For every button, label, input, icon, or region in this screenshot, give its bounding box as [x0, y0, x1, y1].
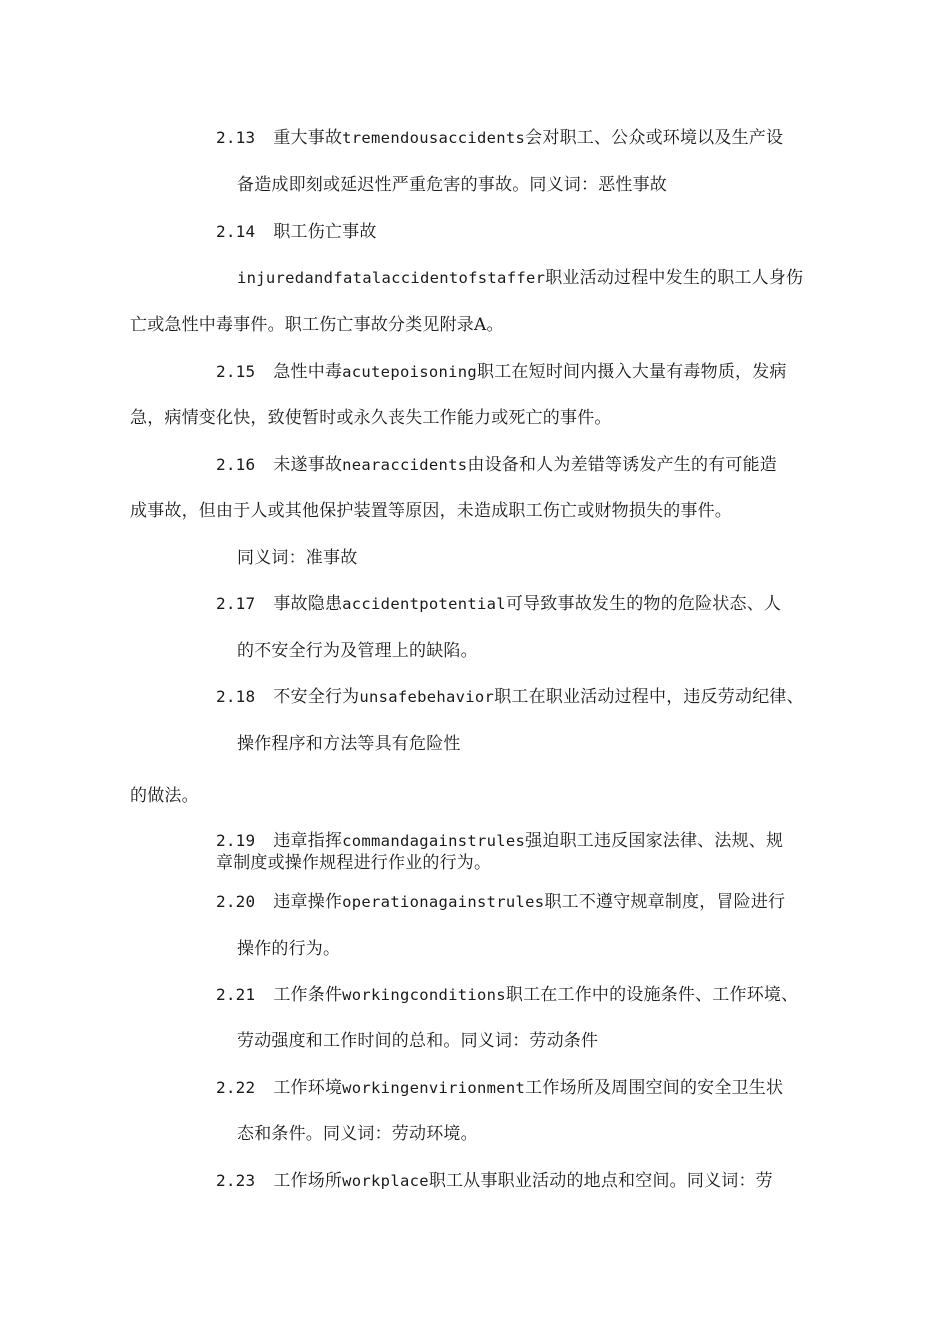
term-en: commandagainstrules: [342, 832, 526, 850]
definition-text: 亡或急性中毒事件。职工伤亡事故分类见附录A。: [130, 315, 504, 335]
definition-text: 操作程序和方法等具有危险性: [237, 734, 461, 754]
entry-2-21-line-1: [216, 985, 798, 1005]
definition-text: 劳动强度和工作时间的总和。同义词：劳动条件: [237, 1031, 599, 1051]
definition-text: 态和条件。同义词：劳动环境。: [237, 1124, 478, 1144]
term-en: operationagainstrules: [342, 893, 545, 911]
definition-text: 急，病情变化快，致使暂时或永久丧失工作能力或死亡的事件。: [130, 408, 612, 428]
entry-2-18-line-1: [216, 687, 804, 707]
term-zh: 职工伤亡事故: [273, 222, 377, 242]
entry-number: 2.17: [216, 594, 256, 613]
entry-number: 2.21: [216, 985, 256, 1004]
term-en: acutepoisoning: [342, 363, 478, 381]
entry-2-19-line-1: [216, 831, 783, 851]
term-zh: 事故隐患: [273, 594, 343, 614]
term-zh: 不安全行为: [273, 687, 360, 707]
entry-2-21-line-2: [237, 1031, 598, 1051]
term-en: workingconditions: [342, 986, 506, 1004]
definition-text: 强迫职工违反国家法律、法规、规: [525, 831, 784, 851]
definition-text: 会对职工、公众或环境以及生产设: [525, 128, 784, 148]
definition-text: 职工在短时间内摄入大量有毒物质，发病: [477, 362, 787, 382]
definition-text: 由设备和人为差错等诱发产生的有可能造: [467, 455, 777, 475]
entry-number: 2.22: [216, 1078, 256, 1097]
definition-text: 职工从事职业活动的地点和空间。同义词：劳: [428, 1171, 773, 1191]
definition-text: 职工不遵守规章制度，冒险进行: [544, 892, 786, 912]
term-zh: 违章指挥: [273, 831, 343, 851]
entry-number: 2.16: [216, 455, 256, 474]
term-zh: 工作条件: [273, 985, 343, 1005]
term-en: tremendousaccidents: [342, 129, 526, 147]
entry-2-14-line-2: [237, 268, 803, 288]
entry-2-15-line-2: [130, 408, 612, 428]
entry-number: 2.18: [216, 687, 256, 706]
entry-2-17-line-2: [237, 641, 478, 661]
entry-2-20-line-1: [216, 892, 785, 912]
definition-text: 职工在职业活动过程中，违反劳动纪律、: [494, 687, 804, 707]
definition-text: 章制度或操作规程进行作业的行为。: [216, 853, 492, 873]
entry-2-16-line-1: [216, 455, 777, 475]
entry-2-13-line-1: [216, 128, 783, 148]
term-en: injuredandfatalaccidentofstaffer: [237, 269, 546, 287]
term-zh: 工作场所: [273, 1171, 343, 1191]
entry-2-16-line-3: [237, 548, 357, 568]
entry-2-22-line-2: [237, 1124, 478, 1144]
entry-2-22-line-1: [216, 1078, 783, 1098]
term-zh: 未遂事故: [273, 455, 343, 475]
term-en: workplace: [342, 1172, 429, 1190]
term-en: unsafebehavior: [359, 688, 495, 706]
definition-text: 可导致事故发生的物的危险状态、人: [505, 594, 782, 614]
definition-text: 职业活动过程中发生的职工人身伤: [545, 268, 804, 288]
definition-text: 的不安全行为及管理上的缺陷。: [237, 641, 478, 661]
entry-2-13-line-2: [237, 175, 667, 195]
entry-number: 2.20: [216, 892, 256, 911]
entry-2-15-line-1: [216, 362, 787, 382]
definition-text: 职工在工作中的设施条件、工作环境、: [505, 985, 799, 1005]
entry-number: 2.19: [216, 831, 256, 850]
entry-2-14-line-3: [130, 315, 504, 335]
entry-2-14-line-1: [216, 222, 377, 242]
term-en: accidentpotential: [342, 595, 506, 613]
definition-text: 工作场所及周围空间的安全卫生状: [525, 1078, 784, 1098]
definition-text: 的做法。: [130, 786, 199, 806]
term-zh: 重大事故: [273, 128, 343, 148]
term-zh: 急性中毒: [273, 362, 343, 382]
entry-2-18-line-2: [237, 734, 461, 754]
entry-number: 2.14: [216, 222, 256, 241]
entry-2-20-line-2: [237, 939, 340, 959]
entry-2-19-line-2: [216, 853, 491, 873]
term-en: workingenvirionment: [342, 1079, 526, 1097]
term-zh: 违章操作: [273, 892, 343, 912]
entry-number: 2.23: [216, 1171, 256, 1190]
entry-2-16-line-2: [130, 501, 732, 521]
entry-2-23-line-1: [216, 1171, 773, 1191]
term-zh: 工作环境: [273, 1078, 343, 1098]
definition-text: 操作的行为。: [237, 939, 341, 959]
entry-number: 2.13: [216, 128, 256, 147]
definition-text: 备造成即刻或延迟性严重危害的事故。同义词：恶性事故: [237, 175, 667, 195]
entry-2-18-line-3: [130, 786, 199, 806]
entry-number: 2.15: [216, 362, 256, 381]
entry-2-17-line-1: [216, 594, 781, 614]
term-en: nearaccidents: [342, 456, 468, 474]
synonym-text: 同义词：准事故: [237, 548, 358, 568]
definition-text: 成事故，但由于人或其他保护装置等原因，未造成职工伤亡或财物损失的事件。: [130, 501, 732, 521]
